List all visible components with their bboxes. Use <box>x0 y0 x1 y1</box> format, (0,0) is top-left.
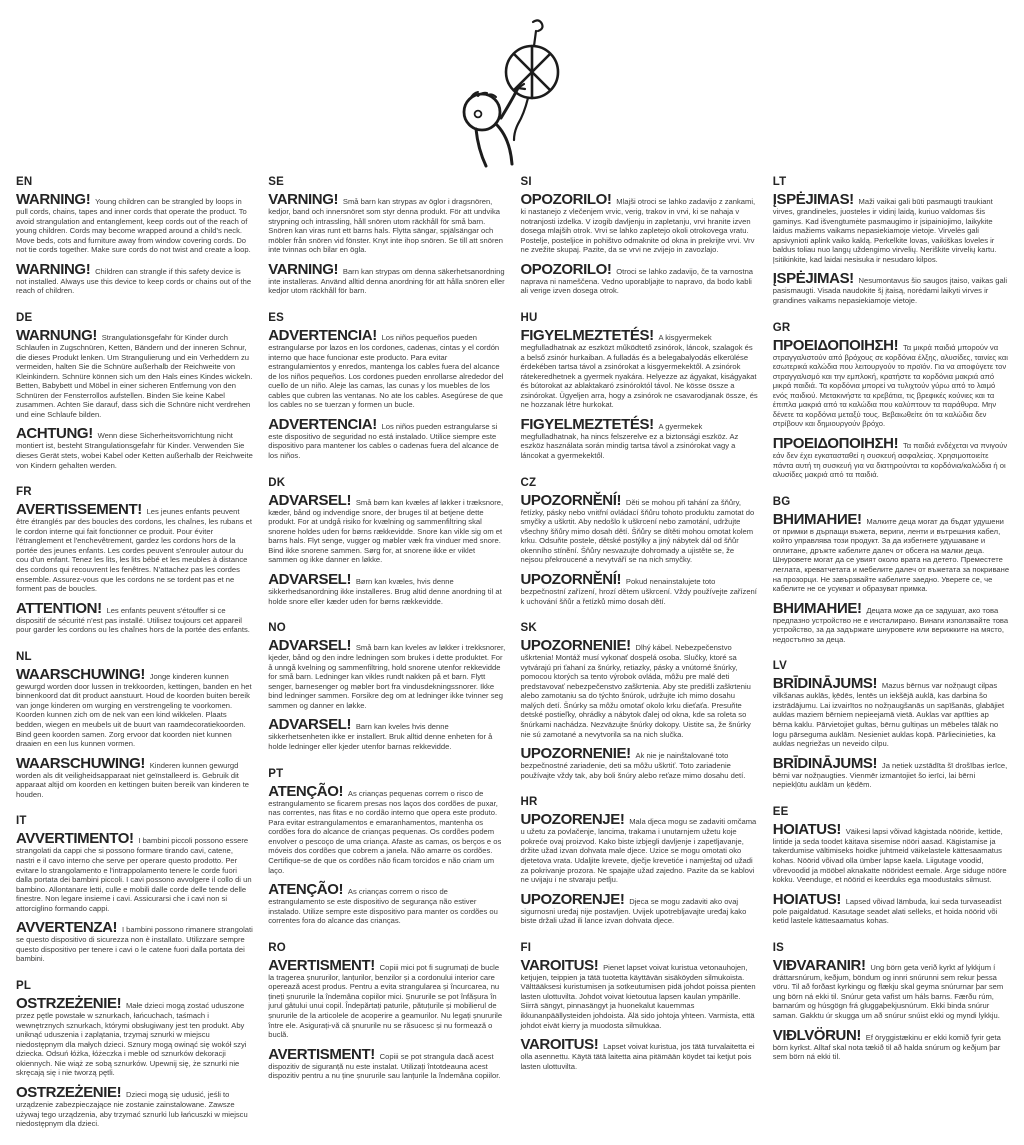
warning-heading: WARNING! <box>16 260 95 278</box>
warning-body-text: Barn kan strypas om denna säkerhetsanordning inte installeras. Använd alltid denna anordning för att hålla snören eller kedjor utom räckhåll för barn. <box>268 266 505 296</box>
warning-body-text: Lapsed võivad lämbuda, kui seda turvaseadist pole paigaldatud. Kasutage seadet alati selleks, et hoida nöörid või ketid lastele kättesaamatus kohas. <box>772 896 1002 926</box>
lang-section-es <box>268 312 505 461</box>
warning-body-text: Copiii se pot strangula dacă acest dispozitiv de siguranță nu este instalat. Utilizați întotdeauna acest dispozitiv pentru a nu ține șnururile sau lanțurile la îndemâna copiilor. <box>268 1051 501 1081</box>
warning-heading: FIGYELMEZTETÉS! <box>520 415 658 433</box>
warning-body-text: Maži vaikai gali būti pasmaugti traukiant virves, grandineles, juosteles ir vidinį laidą, kuriuo valdomas šis gaminys. Kad išvengtumėte pasmaugimo ir įsipainiojimo, laikykite laidus mažiems vaikams nepasiekiamoje vietoje. Virvelės gali apsivynioti aplink vaiko kaklą. Perkelkite lovas, vaikiškas loveles ir baldus toliau nuo langų uždengimo virvelių. Neriškite virvelių kartu. Įsitikinkite, kad laidai nesisuka ir nesudaro kilpos. <box>772 197 997 264</box>
warning-body-text: Wenn diese Sicherheitsvorrichtung nicht montiert ist, besteht Strangulationsgefahr für Kinder. Verwenden Sie dieses Gerät stets, wobei Kabel oder Ketten außerhalb der Reichweite von Kindern gehalten werden. <box>16 431 253 470</box>
warning-paragraph <box>16 756 253 800</box>
warning-paragraph <box>16 262 253 296</box>
warning-paragraph <box>268 784 505 876</box>
lang-section-lv <box>773 660 1010 790</box>
warning-body-text: Children can strangle if this safety device is not installed. Always use this device to keep cords or chains out of the reach of children. <box>16 266 252 296</box>
warning-paragraph <box>268 882 505 926</box>
warning-paragraph <box>521 493 758 565</box>
warning-heading: VAROITUS! <box>520 1036 603 1054</box>
warning-body-text: Young children can be strangled by loops in pull cords, chains, tapes and inner cords that operate the product. To avoid strangulation and entanglement, keep cords out of the reach of young children. Cords may become wrapped around a child's neck. Move beds, cots and furniture away from window covering cords. Do not tie cords together. Make sure cords do not twist and create a loop. <box>16 197 251 255</box>
child-reaching-cord-winder-drawing <box>424 12 604 176</box>
warning-body-text: Les enfants peuvent s'étouffer si ce dispositif de sécurité n'est pas installé. Utilisez toujours cet appareil pour garder les cordons ou les chaînes hors de la portée des enfants. <box>16 605 250 635</box>
lang-code-label: EE <box>772 805 789 818</box>
warning-body-text: Små børn kan kvæles af løkker i træksnore, kæder, bånd og indvendige snore, der bruges til at betjene dette produkt. For at undgå risiko for kvælning og sammenfiltring skal snorene holdes uden for børns rækkevidde. Snore kan vikle sig om et barns hals. Flyt senge, vugger og møbler væk fra vinduer med snore. Bind ikke snorene sammen. Sørg for, at snorene ikke er viklet sammen og ikke danner en løkke. <box>268 497 504 565</box>
lang-code-label: SE <box>268 176 284 188</box>
warning-heading: WAARSCHUWING! <box>16 754 149 772</box>
warning-body-text: Ung börn geta verið kyrkt af lykkjum í dráttarsnúrum, keðjum, böndum og innri snúrunni sem rekur þessa vöru. Til að forðast kyrkingu og flækju skal geyma snúrurnar þar sem ung börn ná ekki til. Snúrur geta vafist um háls barns. Færðu rúm, barnarúm og húsgögn frá gluggaþekjusnúrum. Ekki binda snúrur saman. Gakktu úr skugga um að snúrur snúist ekki og myndi lykkju. <box>772 962 1004 1020</box>
warning-heading: AVERTISMENT! <box>268 956 379 974</box>
warning-body-text: Децата може да се задушат, ако това предпазно устройство не е инсталирано. Винаги използвайте това устройство, за да задържате шнуровете или верижките на място, недостъпно за деца. <box>772 605 1009 644</box>
warning-body-text: Nesumontavus šio saugos įtaiso, vaikas gali pasismaugti. Visada naudokite šį įtaisą, norėdami laikyti virves ir grandines vaikams nepasiekiamoje vietoje. <box>772 276 1008 305</box>
warning-paragraph <box>521 892 758 926</box>
warning-body-text: Mala djeca mogu se zadaviti omčama u užetu za povlačenje, lancima, trakama i unutarnjem užetu koje pokreće ovaj proizvod. Kako biste izbjegli davljenje i zapetljavanje, držite užad izvan dohvata male djece. Uzice se mogu omotati oko djetetova vrata. Udaljite krevete, dječje krevetiće i namještaj od užadi za pokrivanje prozora. Ne spajajte užad zajedno. Pazite da se kablovi ne uvijaju i ne stvaraju petlju. <box>520 817 757 885</box>
warning-body-text: Τα παιδιά ενδέχεται να πνιγούν εάν δεν έχει εγκατασταθεί η συσκευή ασφαλείας. Χρησιμοποιείτε πάντα αυτή τη συσκευή για να διατηρούνται τα κορδόνια/καλώδια ή οι αλυσίδες μακριά από τα παιδιά. <box>772 441 1008 480</box>
warning-paragraph <box>773 756 1010 790</box>
warning-heading: ВНИМАНИЕ! <box>772 599 866 617</box>
warning-heading: OPOZORILO! <box>520 191 616 208</box>
warning-paragraph <box>521 572 758 606</box>
lang-code-label: SK <box>520 622 537 635</box>
warning-body-text: Små barn kan strypas av öglor i dragsnören, kedjor, band och innersnöret som styr denna produkt. För att undvika strypning och intrassling, håll snören utom räckhåll för små barn. Snören kan viras runt ett barns hals. Flytta sängar, spjälsängar och möbler från snören vid fönster. Knyt inte ihop snören. Se till att snören inte tvinnas och bilar en ögla. <box>268 197 503 255</box>
lang-code-label: FR <box>16 486 32 499</box>
warning-heading: BRĪDINĀJUMS! <box>772 754 881 772</box>
warning-heading: ADVARSEL! <box>268 716 355 734</box>
column-1 <box>16 176 253 1145</box>
lang-section-ee <box>773 806 1010 926</box>
warning-body-text: Ak nie je nainštalované toto bezpečnostné zariadenie, deti sa môžu uškrtiť. Toto zariadenie používajte vždy tak, aby boli šnúry alebo reťaze mimo dosahu detí. <box>520 751 746 780</box>
warning-body-text: Ef öryggistækinu er ekki komið fyrir geta börn kyrkst. Alltaf skal nota tækið til að halda snúrum og keðjum þar sem börn ná ekki til. <box>772 1032 1001 1062</box>
warning-heading: HOIATUS! <box>772 890 845 908</box>
warning-heading: AVERTISSEMENT! <box>16 501 146 519</box>
lang-code-label: EN <box>16 176 33 188</box>
warning-body-text: Ja netiek uzstādīta šī drošības ierīce, bērni var nožņaugties. Vienmēr izmantojiet šo ierīci, lai bērni nepiekļūtu auklām un ķēdēm. <box>772 760 1008 790</box>
warning-heading: ΠΡΟΕΙΔΟΠΟΙΗΣΗ! <box>772 435 902 452</box>
warning-body-text: Los niños pequeños pueden estrangularse por lazos en los cordones, cadenas, cintas y el cordón interno que hace funcionar este producto. Para evitar estrangulamientos y enredos, mantenga los cables fuera del alcance de los niños pequeños. Los cordones pueden enrollarse alrededor del cuello de un niño. Aleje las camas, las cunas y los muebles de los cables que cubren las ventanas. No ate los cables. Asegúrese de que los cables no se tuerzan y formen un bucle. <box>268 332 504 410</box>
warning-heading: VARNING! <box>268 191 342 208</box>
warning-paragraph <box>16 328 253 420</box>
warning-heading: ADVERTENCIA! <box>268 326 381 344</box>
lang-code-label: NO <box>268 622 286 635</box>
lang-section-fr <box>16 486 253 635</box>
warning-body-text: Otroci se lahko zadavijo, če ta varnostna naprava ni nameščena. Vedno uporabljajte to napravo, da bodo kabli ali verige izven dosega otrok. <box>520 266 754 296</box>
lang-code-label: DE <box>16 311 33 324</box>
warning-paragraph <box>268 638 505 710</box>
lang-code-label: RO <box>268 941 286 954</box>
lang-section-pl <box>16 980 253 1129</box>
lang-section-sk <box>521 622 758 780</box>
warning-heading: UPOZORNENIE! <box>520 637 635 655</box>
warning-paragraph <box>16 1085 253 1129</box>
warning-paragraph <box>521 958 758 1030</box>
warning-body-text: Små barn kan kveles av løkker i trekksnorer, kjeder, bånd og den indre ledningen som brukes i dette produktet. For å unngå kvelning og sammenfiltring, hold snorene utenfor rekkevidde for små barn. Ledninger kan vikles rundt nakken på et barn. Flytt senger, barnesenger og møbler bort fra vindusdekningssnorer. Ikke bind ledninger sammen. Forsikre deg om at ledninger ikke tvinner seg sammen og danner en løkke. <box>268 643 506 710</box>
lang-section-no <box>268 622 505 752</box>
warning-paragraph <box>773 822 1010 885</box>
warning-paragraph <box>268 958 505 1040</box>
column-2 <box>268 176 505 1145</box>
lang-code-label: BG <box>772 495 791 508</box>
warning-body-text: Børn kan kvæles, hvis denne sikkerhedsanordning ikke installeres. Brug altid denne anordning til at holde snore eller kæder uden for børns rækkevidde. <box>268 576 502 606</box>
warning-heading: UPOZORENJE! <box>520 890 629 908</box>
warning-heading: ĮSPĖJIMAS! <box>772 270 858 288</box>
child-cord-warning-illustration <box>424 12 604 176</box>
lang-code-label: LV <box>772 660 787 673</box>
warning-heading: ADVARSEL! <box>268 491 355 509</box>
warning-paragraph <box>773 601 1010 645</box>
warning-body-text: Dzieci mogą się udusić, jeśli to urządzenie zabezpieczające nie zostanie zainstalowane. Zawsze używaj tego urządzenia, aby trzymać sznurki lub łańcuszki w miejscu niedostępnym dla dzieci. <box>16 1089 248 1129</box>
lang-section-pt <box>268 768 505 926</box>
warning-paragraph <box>521 638 758 739</box>
lang-code-label: IT <box>16 815 27 828</box>
warning-paragraph <box>16 996 253 1078</box>
warning-body-text: Jonge kinderen kunnen gewurgd worden door lussen in trekkoorden, kettingen, banden en het binnenkoord dat dit product aanstuurt. Houd de koorden buiten bereik van jonge kinderen om wurging en verstrengeling te voorkomen. Koorden kunnen zich om de nek van een kind wikkelen. Plaats bedden, wiegen en meubels uit de buurt van raamdecoratiekoorden. Bind geen koorden samen. Zorg ervoor dat koorden niet kunnen draaien en een lus kunnen vormen. <box>16 671 252 749</box>
lang-code-label: HU <box>520 311 538 324</box>
warning-body-text: I bambini possono rimanere strangolati se questo dispositivo di sicurezza non è installato. Utilizzare sempre questo dispositivo per tenere i cavi o le catene fuori dalla portata dei bambini. <box>16 925 253 964</box>
warning-body-text: Pienet lapset voivat kuristua vetonauhojen, ketjujen, teippien ja tätä tuotetta käyttävän sisäköyden silmukoista. Välttääksesi kuristumisen ja sotkeutumisen pidä johdot poissa pienten lasten ulottuvilta. Johdot voivat kietoutua lapsen kaulan ympärille. Siirrä sängyt, pinnasängyt ja huonekalut kauemmas ikkunanpäällysteiden johdoista. Älä sido johtoja yhteen. Varmista, että johdot eivät kierry ja muodosta silmukkaa. <box>520 962 756 1030</box>
warning-body-text: Małe dzieci mogą zostać uduszone przez pętle powstałe w sznurkach, łańcuchach, taśmach i wewnętrznych sznurkach, którymi obsługiwany jest ten produkt. Aby uniknąć uduszenia i zaplątania, trzymaj sznurki w miejscu niedostępnym dla małych dzieci. Sznury mogą owinąć się wokół szyi dziecka. Odsuń łóżka, łóżeczka i meble od sznurków dekoracji okiennych. Nie wiąż ze sobą sznurków. Upewnij się, że sznurki nie skręcają się i nie tworzą pętli. <box>16 1001 247 1078</box>
warning-paragraph <box>773 271 1010 305</box>
warning-body-text: Kinderen kunnen gewurgd worden als dit veiligheidsapparaat niet geïnstalleerd is. Gebruik dit apparaat altijd om koorden en kettingen buiten bereik van kinderen te houden. <box>16 760 250 799</box>
lang-code-label: HR <box>520 796 538 809</box>
lang-section-hu <box>521 312 758 461</box>
lang-section-is <box>773 942 1010 1062</box>
warning-paragraph <box>521 417 758 461</box>
warning-body-text: Pokud nenainstalujete toto bezpečnostní zařízení, hrozí dětem uškrcení. Vždy používejte zařízení k uchování šňůr a řetízků mimo dosah dětí. <box>520 576 757 606</box>
warning-paragraph <box>773 892 1010 926</box>
warning-body-text: Djeca se mogu zadaviti ako ovaj sigurnosni uređaj nije postavljen. Uvijek upotrebljavajte uređaj kako biste držali užad ili lance izvan dohvata djece. <box>520 896 747 926</box>
warning-paragraph <box>268 262 505 296</box>
warning-body-text: Lapset voivat kuristua, jos tätä turvalaitetta ei olla asennettu. Käytä tätä laitetta aina pitämään köydet tai ketjut pois lasten ulottuvilta. <box>520 1042 755 1071</box>
warning-heading: VAROITUS! <box>520 956 603 974</box>
warning-paragraph <box>268 493 505 565</box>
lang-code-label: CZ <box>520 476 537 489</box>
lang-section-it <box>16 815 253 964</box>
warning-heading: ВНИМАНИЕ! <box>772 510 866 528</box>
lang-section-en <box>16 176 253 296</box>
warning-heading: BRĪDINĀJUMS! <box>772 675 881 693</box>
lang-code-label: GR <box>772 321 791 334</box>
warning-body-text: A kisgyermekek megfulladhatnak az eszközt működtető zsinórok, láncok, szalagok és a belső zsinór hurkaiban. A fulladás és a belegabalyodás elkerülése érdekében tartsa távol a zsinórokat a kisgyermekektől. A zsinórok rátekeredhetnek a gyermek nyakára. Helyezze az ágyakat, kiságyakat és bútorokat az ablaktakaró zsinóroktól távol. Ne kösse össze a zsinórokat. Ügyeljen arra, hogy a zsinórok ne csavarodjanak össze, és ne hozzanak létre hurkokat. <box>520 332 758 410</box>
warning-paragraph <box>16 601 253 635</box>
warning-paragraph <box>268 192 505 255</box>
lang-code-label: ES <box>268 311 284 324</box>
warning-paragraph <box>773 436 1010 480</box>
warning-heading: WARNING! <box>16 191 95 208</box>
lang-section-de <box>16 312 253 470</box>
warning-paragraph <box>16 667 253 749</box>
warning-heading: OPOZORILO! <box>520 260 616 278</box>
warning-heading: VIÐLVÖRUN! <box>772 1026 865 1044</box>
lang-code-label: FI <box>520 941 532 954</box>
warning-body-text: I bambini piccoli possono essere strangolati da cappi che si possono formare tirando cavi, catene, nastri e il cavo interno che serve per operare questo prodotto. Per evitare lo strangolamento e l'intrappolamento tenere le corde fuori dalla portata dei bambini piccoli. I cavi possono avvolgere il collo di un bambino. Allontanare letti, culle e mobili dalle corde delle tende delle finestre. Non legare insieme i cavi. Assicurarsi che i cavi non si attorciglino formando cappi. <box>16 836 252 913</box>
warning-paragraph <box>268 328 505 410</box>
warning-paragraph <box>521 746 758 780</box>
warning-heading: WARNUNG! <box>16 326 101 344</box>
language-columns <box>16 176 1010 1145</box>
warning-body-text: Τα μικρά παιδιά μπορούν να στραγγαλιστούν από βρόχους σε κορδόνια έλξης, αλυσίδες, ταινίες και εσωτερικά καλώδια που λειτουργούν το προϊόν. Για να αποφύγετε τον στραγγαλισμό και την εμπλοκή, κρατήστε τα κορδόνια μακριά από μικρά παιδιά. Τα κορδόνια μπορεί να τυλιχτούν γύρω από το λαιμό ενός παιδιού. Μετακινήστε τα κρεβάτια, τις βρεφικές κούνιες και τα έπιπλα μακριά από τα καλώδια που καλύπτουν τα παράθυρα. Μην δένετε τα κορδόνια μεταξύ τους. Βεβαιωθείτε ότι τα καλώδια δεν στρίβουν και δημιουργούν βρόχο. <box>772 342 1008 429</box>
warning-body-text: Barn kan kveles hvis denne sikkerhetsenheten ikke er installert. Bruk alltid denne enheten for å holde ledninger eller kjeder utenfor barnas rekkevidde. <box>268 722 493 751</box>
warning-heading: ATENÇÃO! <box>268 881 347 899</box>
lang-code-label: SI <box>520 176 532 188</box>
warning-body-text: Mazus bērnus var nožņaugt cilpas vilkšanas auklās, ķēdēs, lentēs un iekšējā auklā, kas darbina šo izstrādājumu. Lai izvairītos no nožņaugšanās un sapīšanās, glabājiet auklas maziem bērniem nepieejamā vietā. Auklas var aptīties ap bērna kaklu. Pārvietojiet gultas, bērnu gultiņas un mēbeles tālāk no logu pārseguma auklām. Nesieniet auklas kopā. Pārliecinieties, ka auklas negriežas un neveido cilpu. <box>772 681 1005 749</box>
warning-body-text: Mlajši otroci se lahko zadavijo z zankami, ki nastanejo z vlečenjem vrvic, verig, trakov in vrvi, ki se nahaja v notranjosti izdelka. V izogib davljenju in zapletanju, vrvi hranite izven dosega mlajših otrok. Vrvi se lahko zapletejo okoli otrokovega vratu. Postelje, posteljice in pohištvo odmaknite od okna in prekrijte vrvi. Vrv ne zvežite skupaj. Pazite, da se vrvi ne zvijejo in zavozlajo. <box>520 197 756 255</box>
warning-heading: VARNING! <box>268 260 342 278</box>
warning-heading: FIGYELMEZTETÉS! <box>520 326 658 344</box>
warning-heading: AVVERTIMENTO! <box>16 830 138 848</box>
lang-section-ro <box>268 942 505 1081</box>
warning-heading: ĮSPĖJIMAS! <box>772 191 858 208</box>
warning-heading: UPOZORENJE! <box>520 811 629 829</box>
warning-paragraph <box>268 1047 505 1081</box>
warning-paragraph <box>773 958 1010 1021</box>
warning-heading: AVERTISMENT! <box>268 1045 379 1063</box>
warning-body-text: As crianças correm o risco de estrangulamento se este dispositivo de segurança não estiver instalado. Utilize sempre este dispositivo para manter os cordões ou correntes fora do alcance das crianças. <box>268 887 498 926</box>
warning-paragraph <box>268 572 505 606</box>
warning-paragraph <box>16 426 253 470</box>
warning-heading: ADVARSEL! <box>268 570 355 588</box>
warning-paragraph <box>773 192 1010 264</box>
lang-code-label: LT <box>772 176 787 188</box>
warning-body-text: Väikesi lapsi võivad kägistada nööride, kettide, lintide ja seda toodet käitava sisemise nööri aasad. Kägistamise ja takerdumise vältimiseks hoidke juhtmeid väikelastele kättesaamatus kohas. Nöörid võivad olla ümber lapse kaela. Liigutage voodid, võrevoodid ja mööbel aknakatte nööridest eemale. Ärge siduge nööre kokku. Veenduge, et nöörid ei keerduks ega moodustaks silmust. <box>772 826 1007 885</box>
warning-paragraph <box>521 812 758 884</box>
warning-paragraph <box>268 417 505 461</box>
warning-paragraph <box>16 831 253 913</box>
warning-body-text: Малките деца могат да бъдат удушени от примки в дърпащи въжета, вериги, ленти и вътрешния кабел, който управлява този продукт. За да избегнете удушаване и оплитане, дръжте кабелите далеч от обсега на малки деца. Шнуровете могат да се увият около врата на детето. Преместете леглата, креватчетата и мебелите далеч от въжетата за покриване на прозорци. Не завързвайте кабелите заедно. Уверете се, че кабелите не се усукват и образуват примка. <box>772 516 1010 594</box>
lang-code-label: PL <box>16 980 32 992</box>
warning-heading: OSTRZEŻENIE! <box>16 995 125 1012</box>
warning-heading: HOIATUS! <box>772 820 845 838</box>
warning-paragraph <box>521 1037 758 1071</box>
warning-heading: WAARSCHUWING! <box>16 665 149 683</box>
lang-section-bg <box>773 496 1010 645</box>
warning-body-text: Les jeunes enfants peuvent être étranglés par des boucles des cordons, les chaînes, les rubans et le cordon interne qui fait fonctionner ce produit. Pour éviter l'étranglement et l'enchevêtrement, gardez les cordons hors de la portée des jeunes enfants. Les cordes peuvent s'enrouler autour du cou d'un enfant. Tenez les lits, les lits bébé et les meubles à distance des cordons qui recouvrent les fenêtres. N'attachez pas les cordes ensemble. Assurez-vous que les cordons ne se tordent pas et ne forment pas de boucles. <box>16 507 252 594</box>
warning-paragraph <box>773 1028 1010 1062</box>
lang-code-label: DK <box>268 476 286 489</box>
lang-section-lt <box>773 176 1010 306</box>
lang-section-dk <box>268 477 505 607</box>
warning-paragraph <box>16 192 253 255</box>
warning-paragraph <box>268 717 505 751</box>
warning-paragraph <box>521 262 758 296</box>
warning-body-text: A gyermekek megfulladhatnak, ha nincs felszerelve ez a biztonsági eszköz. Az eszköz használata során mindig tartsa távol a zsinórokat vagy a láncokat a gyermekektől. <box>520 421 739 460</box>
warning-paragraph <box>16 920 253 964</box>
warning-heading: ACHTUNG! <box>16 425 97 443</box>
warning-heading: ADVERTENCIA! <box>268 415 381 433</box>
warning-paragraph <box>773 512 1010 594</box>
warning-paragraph <box>521 192 758 255</box>
warning-heading: ΠΡΟΕΙΔΟΠΟΙΗΣΗ! <box>772 336 902 354</box>
warning-heading: UPOZORNENIE! <box>520 745 635 763</box>
warning-paragraph <box>773 338 1010 430</box>
warning-heading: ATTENTION! <box>16 599 106 617</box>
lang-section-hr <box>521 796 758 926</box>
warning-heading: VIÐVARANIR! <box>772 956 870 974</box>
column-3 <box>521 176 758 1145</box>
lang-code-label: IS <box>772 941 785 954</box>
warning-heading: UPOZORNĚNÍ! <box>520 491 625 509</box>
column-4 <box>773 176 1010 1145</box>
warning-body-text: Dlhý kábel. Nebezpečenstvo uškrtenia! Montáž musí vykonať dospelá osoba. Slučky, ktoré sa vytvárajú pri ťahaní za šnúrky, retiazky, pásky a vnútorné šnúrky, pomocou ktorých sa tento výrobok ovláda, môžu pre malé deti predstavovať nebezpečenstvo zaškrtenia. Aby ste predišli zaškrteniu alebo zamotaniu sa do týchto šnúrok, udržujte ich mimo dosahu malých detí. Šnúrky sa môžu omotať okolo krku dieťaťa. Presuňte detské postieľky, ohrádky a nábytok ďalej od okna, kde sa roleta so šnúrkami nachádza. Nezväzujte šnúrky dokopy. Uistite sa, že šnúrky nie sú zamotané a nevytvorila sa na nich slučka. <box>520 643 751 739</box>
lang-section-gr <box>773 322 1010 480</box>
lang-section-fi <box>521 942 758 1072</box>
warning-paragraph <box>16 502 253 594</box>
warning-heading: OSTRZEŻENIE! <box>16 1083 125 1101</box>
warning-paragraph <box>521 328 758 410</box>
lang-code-label: NL <box>16 650 32 663</box>
lang-code-label: PT <box>268 767 284 780</box>
warning-body-text: Strangulationsgefahr für Kinder durch Schlaufen in Zugschnüren, Ketten, Bändern und der inneren Schnur, die dieses Produkt lenken. Um Strangulierung und ein Verheddern zu vermeiden, halten Sie die Schnüre außerhalb der Reichweite von Kleinkindern. Schnüre können sich um den Hals eines Kindes wickeln. Betten, Babybett und Möbel in einer sicheren Entfernung von den Schnüren der Fensterrollos aufstellen. Binden Sie keine Kabel zusammen. Achten Sie darauf, dass sich die Schnüre nicht verdrehen und eine Schlaufe bilden. <box>16 332 253 419</box>
warning-body-text: As crianças pequenas correm o risco de estrangulamento se ficarem presas nos laços dos cordões de puxar, nas correntes, nas fitas e no cordão interno que opera este produto. Para evitar estrangulamentos e emaranhamentos, mantenha os cordões fora do alcance de crianças pequenas. Os cordões podem envolver o pescoço de uma criança. Afaste as camas, os berços e os móveis dos cordões que cobrem a janela. Não amarre os cordões. Certifique-se de que os cordões não ficam torcidos e não criam um laço. <box>268 788 502 875</box>
lang-section-cz <box>521 477 758 607</box>
warning-body-text: Děti se mohou při tahání za šňůry, řetízky, pásky nebo vnitřní ovládací šňůru tohoto produktu zamotat do smyčky a uškrtit. Aby nedošlo k uškrcení nebo zamotání, udržujte všechny šňůry mimo dosah dětí. Šňůry se dítěti mohou omotat kolem krku. Odsuňte postele, dětské postýlky a jiný nábytek dál od šňůr okenního stínění. Šňůry nesvazujte dohromady a ujistěte se, že nejsou překroucené a nevytváří se na nich smyčky. <box>520 497 755 565</box>
warning-heading: ATENÇÃO! <box>268 782 347 800</box>
lang-section-nl <box>16 651 253 800</box>
warning-heading: ADVARSEL! <box>268 637 355 655</box>
lang-section-si <box>521 176 758 296</box>
warning-body-text: Los niños pueden estrangularse si este dispositivo de seguridad no está instalado. Utilice siempre este dispositivo para mantener los cables o cadenas fuera del alcance de los niños. <box>268 421 499 460</box>
warning-heading: AVVERTENZA! <box>16 919 121 937</box>
warning-body-text: Copiii mici pot fi sugrumați de bucle la tragerea șnururilor, lanțurilor, benzilor și a cordonului interior care operează acest produs. Pentru a evita strangularea și încurcarea, nu țineți șnururile la îndemâna copiilor mici. Șnururile se pot înfășura în jurul gâtului unui copil. Îndepărtați paturile, pătuțurile și mobilierul de șnururile de la articolele de acoperire a geamurilor. Nu legați șnururile între ele. Asigurați-vă că șnururile nu se răsucesc și nu formează o buclă. <box>268 962 503 1040</box>
lang-section-se <box>268 176 505 296</box>
warning-paragraph <box>773 676 1010 748</box>
warning-heading: UPOZORNĚNÍ! <box>520 570 625 588</box>
